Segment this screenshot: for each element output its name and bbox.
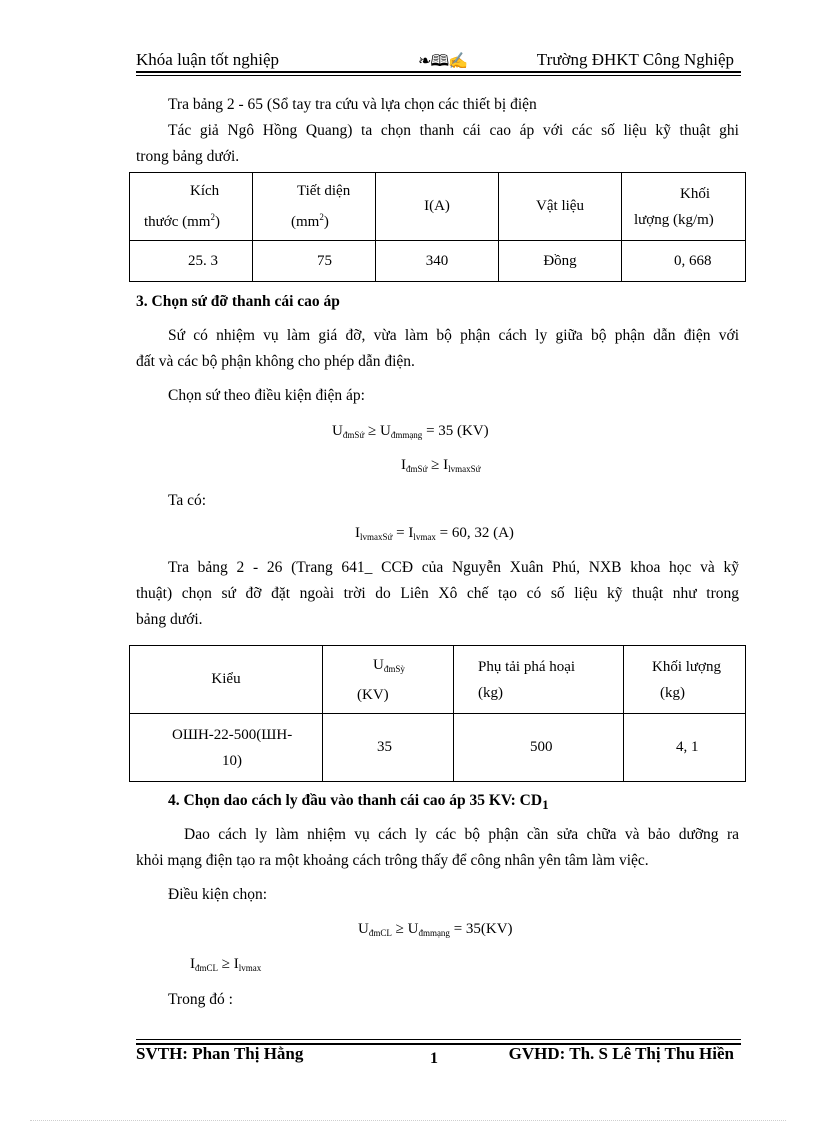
- section-3-para-2: Chọn sứ theo điều kiện điện áp:: [168, 387, 365, 404]
- table-row: [130, 714, 746, 782]
- formula-current-disconnector: $I_{đmCL} \ge I_{lvmax}$: [190, 956, 262, 973]
- section-3-para-1-line-1: Sứ có nhiệm vụ làm giá đỡ, vừa làm bộ phận cách ly giữa bộ phận dẫn điện với: [168, 327, 739, 344]
- busbar-spec-table: [129, 172, 746, 282]
- intro-line-1: Tra bảng 2 - 65 (Sổ tay tra cứu và lựa chọn các thiết bị điện: [168, 96, 537, 113]
- table1-header-current: I(A): [376, 173, 499, 241]
- page-number: 1: [430, 1050, 438, 1067]
- table2-header-type: Kiểu: [130, 646, 323, 714]
- table2-header-load: Phụ tải phá hoại (kg): [454, 646, 624, 714]
- table2-cell-voltage: 35: [323, 714, 454, 782]
- table2-header-voltage: $U_{đmSỳ}$ (KV): [323, 646, 454, 714]
- section-4-heading: 4. Chọn dao cách ly đầu vào thanh cái cao áp 35 KV: $CD_1$: [168, 792, 549, 812]
- insulator-spec-table: [129, 645, 746, 782]
- footer-student: SVTH: Phan Thị Hằng: [136, 1044, 304, 1063]
- section-3-para-1-line-2: đất và các bộ phận không cho phép dẫn điện.: [136, 353, 415, 370]
- section-3-heading: 3. Chọn sứ đỡ thanh cái cao áp: [136, 293, 340, 310]
- page-edge-divider: [30, 1120, 786, 1121]
- formula-current-insulator: $I_{đmSứ} \ge I_{lvmaxSứ}$: [401, 457, 481, 474]
- table2-header-weight: Khối lượng (kg): [624, 646, 746, 714]
- intro-line-2: Tác giả Ngô Hồng Quang) ta chọn thanh cái cao áp với các số liệu kỹ thuật ghi: [168, 122, 739, 139]
- section-4-para-1-line-1: Dao cách ly làm nhiệm vụ cách ly các bộ phận cần sửa chữa và bảo dưỡng ra: [184, 826, 739, 843]
- header-rule: [136, 71, 741, 73]
- formula-voltage-insulator: $U_{đmSứ} \ge U_{đmmạng} = 35$ (KV): [332, 423, 489, 440]
- conditions-label: Điều kiện chọn:: [168, 886, 268, 903]
- formula-max-current: $I_{lvmaxSứ} = I_{lvmax} = 60$, 32 (A): [355, 525, 514, 542]
- table2-cell-weight: 4, 1: [624, 714, 746, 782]
- ta-co-label: Ta có:: [168, 492, 207, 509]
- page-header: [136, 48, 734, 72]
- header-rule-thin: [136, 75, 741, 76]
- table2-cell-type: OШH-22-500(ШH- 10): [130, 714, 323, 782]
- table1-cell-section: 75: [253, 241, 376, 282]
- table2-cell-load: 500: [454, 714, 624, 782]
- header-university: Trường ĐHKT Công Nghiệp: [536, 50, 734, 69]
- table1-cell-material: Đồng: [499, 241, 622, 282]
- table1-cell-size: 25. 3: [130, 241, 253, 282]
- header-thesis-title: Khóa luận tốt nghiệp: [136, 50, 280, 69]
- table1-header-material: Vật liệu: [499, 173, 622, 241]
- table1-header-size: Kích thước $(mm^2)$: [130, 173, 253, 241]
- footer-supervisor: GVHD: Th. S Lê Thị Thu Hiền: [508, 1044, 734, 1063]
- header-ornament-icon: ❧🕮✍: [418, 53, 468, 70]
- table1-cell-current: 340: [376, 241, 499, 282]
- section-3-para-3-line-1: Tra bảng 2 - 26 (Trang 641_ CCĐ của Nguyễn Xuân Phú, NXB khoa học và kỹ: [168, 559, 739, 576]
- section-3-para-3-line-2: thuật) chọn sứ đỡ đặt ngoài trời do Liên Xô chế tạo có số liệu kỹ thuật như trong: [136, 585, 739, 602]
- section-3-para-3-line-3: bảng dưới.: [136, 611, 203, 628]
- footer-rule-thin: [136, 1039, 741, 1040]
- section-4-para-1-line-2: khỏi mạng điện tạo ra một khoảng cách trông thấy để công nhân yên tâm làm việc.: [136, 852, 649, 869]
- formula-voltage-disconnector: $U_{đmCL} \ge U_{đmmạng} = 35(KV)$: [358, 921, 513, 938]
- trong-do-label: Trong đó :: [168, 991, 233, 1008]
- table1-cell-weight: 0, 668: [622, 241, 746, 282]
- table-row: [130, 241, 746, 282]
- intro-line-3: trong bảng dưới.: [136, 148, 240, 165]
- table1-header-section: Tiết diện $(mm^2)$: [253, 173, 376, 241]
- table1-header-weight: Khối lượng (kg/m): [622, 173, 746, 241]
